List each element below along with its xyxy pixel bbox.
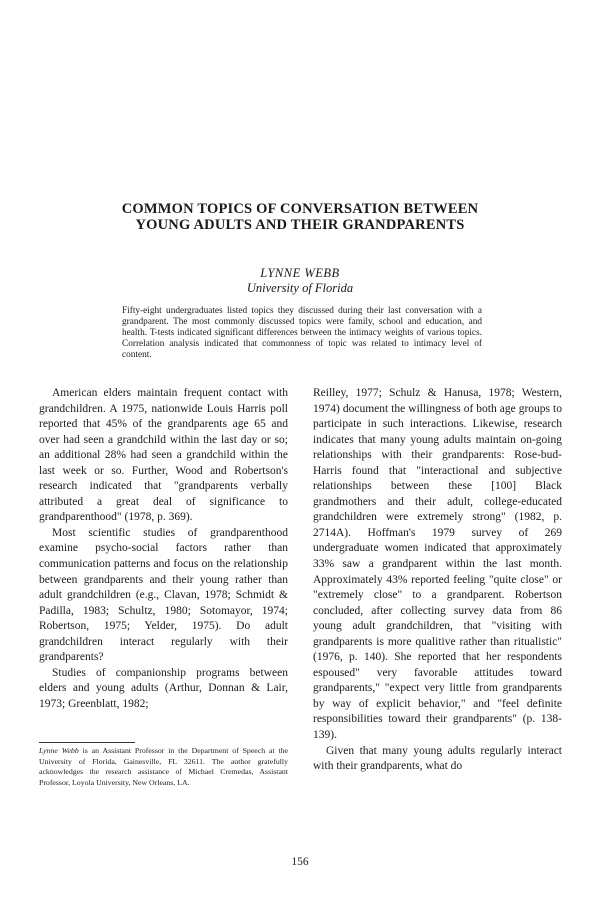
left-paragraph-3: Studies of companionship programs between elders and young adults (Arthur, Donnan & Lair, 1973; Greenblatt, 1982;	[39, 666, 288, 710]
footnote-author-name: Lynne Webb	[39, 746, 79, 755]
right-column	[313, 386, 562, 775]
title-line-2: YOUNG ADULTS AND THEIR GRANDPARENTS	[135, 217, 465, 233]
left-column	[39, 386, 288, 712]
page-number: 156	[291, 856, 309, 868]
author-affiliation: University of Florida	[246, 281, 354, 295]
right-paragraph-2: Given that many young adults regularly interact with their grandparents, what do	[313, 744, 562, 773]
article-title	[60, 201, 540, 233]
right-paragraph-1: Reilley, 1977; Schulz & Hanusa, 1978; Western, 1974) document the willingness of both age groups to participate in such interactions. Likewise, research indicates that many young adults maintain on-going relationships with their grandparents: Rose-bud-Harris found that "interactional and subjective relationships between these [100] Black grandmothers and their adult, college-educated grandchildren were extremely strong" (1982, p. 2714A). Hoffman's 1979 survey of 269 undergraduate women indicated that approximately 33% saw a grandparent within the last month. Approximately 43% reported feeling "quite close" or "extremely close" to a grandparent. Robertson concluded, after collecting survey data from 86 young adult grandchildren, that "visiting with grandparents is more qualitive rather than ritualistic" (1976, p. 140). She reported that her respondents espoused" very favorable attitudes toward grandparents," "expect very little from grandparents by way of explicit behavior," and "feel definite responsibilities toward their grandparents" (p. 138-139).	[313, 387, 562, 742]
author-name: LYNNE WEBB	[260, 266, 340, 280]
abstract: Fifty-eight undergraduates listed topics they discussed during their last conversation with a grandparent. The most commonly discussed topics were family, school and education, and health. T-tests indicated significant differences between the intimacy weights of various topics. Correlation analysis indicated that commonness of topic was related to intimacy level of content.	[122, 306, 482, 360]
left-paragraph-2: Most scientific studies of grandparenthood examine psycho-social factors rather than communication patterns and focus on the relationship between grandparents and their young rather than adult grandchildren (e.g., Clavan, 1978; Schmidt & Padilla, 1983; Schultz, 1980; Sotomayor, 1974; Robertson, 1975; Yelder, 1975). Do adult grandchildren interact regularly with their grandparents?	[39, 526, 288, 664]
author-block	[60, 266, 540, 296]
title-line-1: COMMON TOPICS OF CONVERSATION BETWEEN	[121, 201, 479, 217]
left-paragraph-1: American elders maintain frequent contact with grandchildren. A 1975, nationwide Louis Harris poll reported that 45% of the grandparents age 65 and over had seen a grandchild within the last day or so; an additional 28% had seen a grandchild within the last week or so. Further, Wood and Robertson's research indicated that "grandparents verbally attributed a great deal of significance to grandparenthood" (1978, p. 369).	[39, 387, 288, 524]
footnote	[39, 746, 288, 789]
footnote-text: is an Assistant Professor in the Department of Speech at the University of Florida, Gainesville, FL 32611. The author gratefully acknowledges the research assistance of Michael Cremedas, Assistant Professor, Loyola University, New Orleans, LA.	[39, 746, 289, 788]
footnote-divider	[39, 742, 135, 743]
